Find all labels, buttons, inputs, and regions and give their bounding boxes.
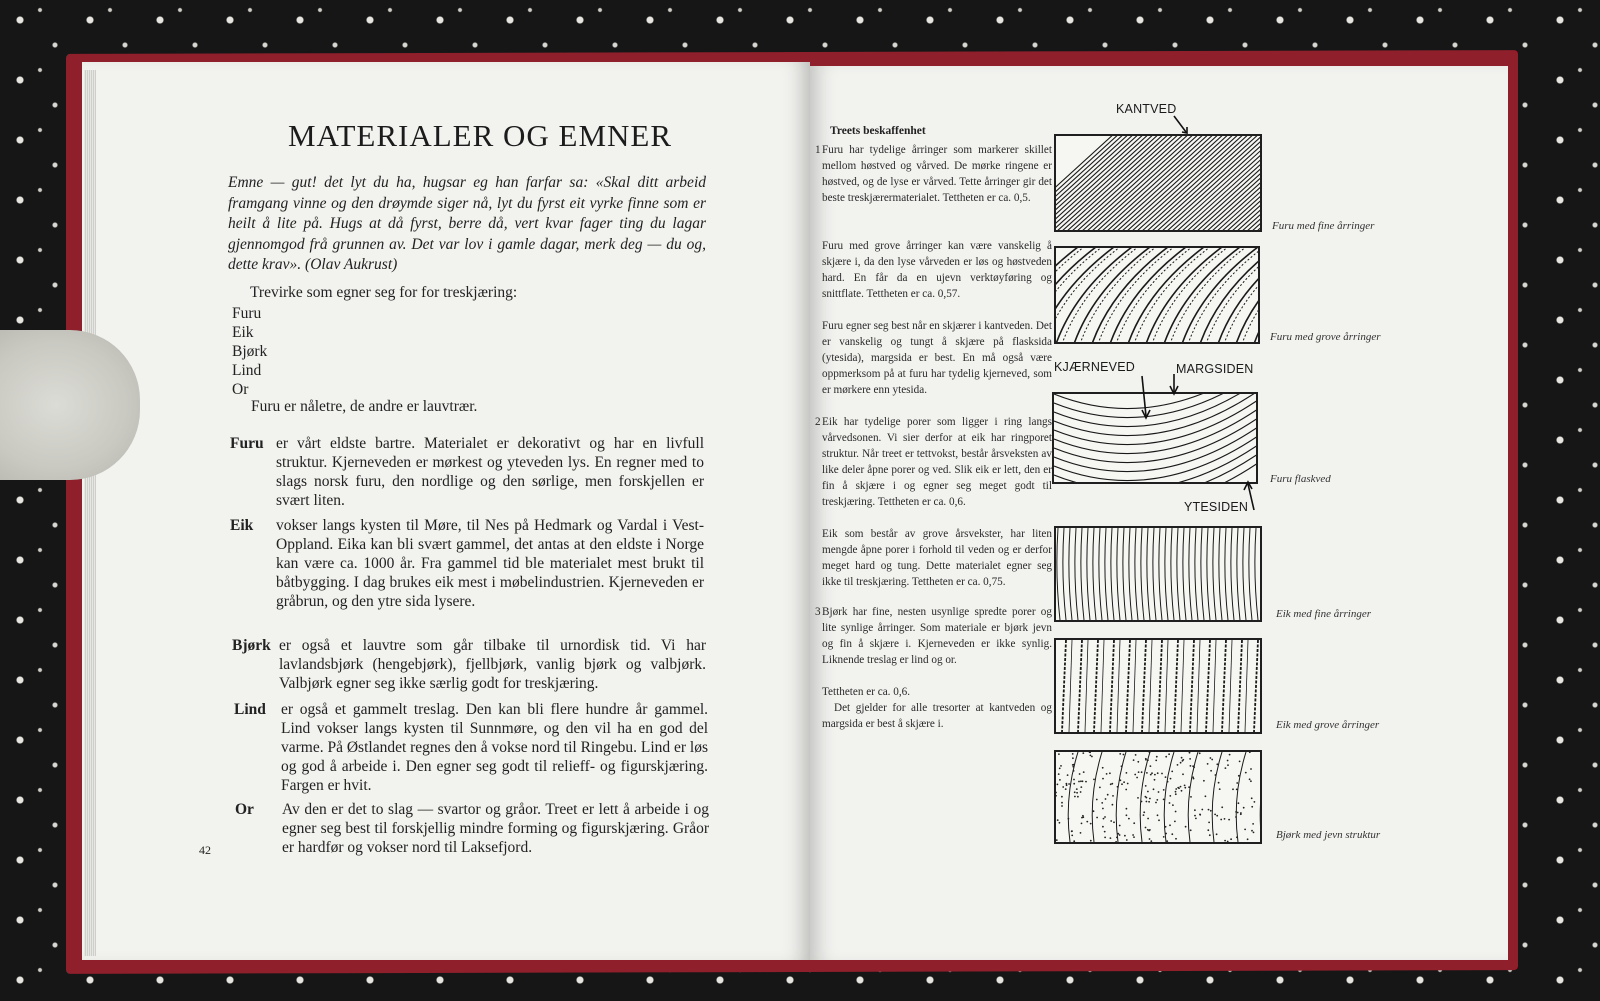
paragraph: [822, 318, 1052, 398]
thumb: [0, 330, 140, 480]
paragraph-number: 3: [815, 606, 821, 618]
label-margsiden: MARGSIDEN: [1176, 362, 1254, 376]
label-kjerneved: KJÆRNEVED: [1054, 360, 1135, 374]
page-edges: [84, 70, 96, 956]
entry-text: Av den er det to slag — svartor og gråor. Treet er lett å arbeide i og egner seg best til forskjellig mindre forming og figurskjæring. Gråor er hardfør og vokser nord til Laksefjord.: [282, 801, 709, 856]
caption: Furu flaskved: [1270, 473, 1331, 485]
panel-furu-fine: [1054, 134, 1262, 232]
entry-text: er også et gammelt treslag. Den kan bli flere hundre år gammel. Lind vokser langs kysten til Sunnmøre, og den vil ha en god del varme. På Østlandet regnes den å vokse nord til Ringebu. Lind er løs og god å arbeide i. Den egner seg godt til relieff- og figurskjæring. Fargen er hvit.: [281, 701, 709, 794]
list-item: Eik: [232, 324, 254, 341]
entry-term: Lind: [234, 701, 266, 718]
label-ytesiden: YTESIDEN: [1184, 500, 1249, 514]
arrow-icon: [1170, 114, 1194, 136]
list-item: Or: [232, 381, 249, 398]
paragraph: [815, 142, 1052, 206]
entry-term: Or: [235, 801, 254, 818]
section-heading: Treets beskaffenhet: [830, 125, 926, 137]
paragraph: [815, 414, 1052, 510]
intro-quote: Emne — gut! det lyt du ha, hugsar eg han farfar sa: «Skal ditt arbeid framgang vinne og den drøymde siger nå, lyt du fyrst eit vyrke finne som er heilt å lite på. Hugs at då fyrst, berre då, vert kvar fager ting du lagar gjennomgod frå grunnen av. Det var lov i gamle dagar, merk deg — du og, dette krav». (Olav Aukrust): [228, 174, 706, 273]
caption: Furu med fine årringer: [1272, 220, 1375, 232]
panel-bjork: [1054, 750, 1262, 844]
paragraph: [822, 526, 1052, 590]
paragraph: [822, 238, 1052, 302]
paragraph-text: Eik har tydelige porer som ligger i ring langs vårvedsonen. Vi sier derfor at eik har ringporet struktur. Når treet er tettvokst, består årsveksten av like deler åpne porer og ved. Slik eik er lett, den er fin å skjære i og egner seg meget godt til treskjæring. Tettheten er ca. 0,6.: [822, 416, 1052, 508]
paragraph: [815, 604, 1052, 668]
list-item: Furu: [232, 305, 262, 322]
wood-note: Furu er nåletre, de andre er lauvtrær.: [251, 398, 478, 415]
entry-text: vokser langs kysten til Møre, til Nes på Hedmark og Vardal i Vest-Oppland. Eika kan bli svært gammel, det antas at den eldste i Norge kan være ca. 1000 år. Fra gammel tid ble materialet mest brukt til båtbygging. I dag brukes eik mest i møbelindustrien. Kjerneveden er gråbrun, og den ytre sida lysere.: [276, 517, 704, 610]
panel-eik-grove: [1054, 638, 1262, 734]
caption: Furu med grove årringer: [1270, 331, 1381, 343]
paragraph-text: Det gjelder for alle tresorter at kantveden og margsida er best å skjære i.: [822, 702, 1052, 730]
caption: Bjørk med jevn struktur: [1276, 829, 1381, 841]
paragraph-text: Furu med grove årringer kan være vanskelig å skjære i, da den lyse vårveden er løs og høstveden hard. En får da en ujevn verktøyføring og snittflate. Tettheten er ca. 0,57.: [822, 240, 1052, 300]
paragraph-text: Bjørk har fine, nesten usynlige spredte porer og lite synlige årringer. Som materiale er bjørk jevn og fin å skjære i. Kjerneveden er ikke synlig. Liknende treslag er lind og or.: [822, 606, 1052, 666]
paragraph-text: Furu egner seg best når en skjærer i kantveden. Det er vanskelig og tungt å skjære på flasksida (ytesida), margsida er best. En må også være oppmerksom på at furu har tydelig kjerneved, som er mørkere enn ytesida.: [822, 320, 1052, 396]
label-kantved: KANTVED: [1116, 102, 1177, 116]
list-item: Bjørk: [232, 343, 268, 360]
caption: Eik med fine årringer: [1276, 608, 1372, 620]
arrows-icon: [1134, 372, 1194, 422]
entry-text: er også et lauvtre som går tilbake til urnordisk tid. Vi har lavlandsbjørk (hengebjørk), fjellbjørk, vanlig bjørk og valbjørk. Valbjørk egner seg ikke særlig godt for treskjæring.: [279, 637, 706, 692]
caption: Eik med grove årringer: [1276, 719, 1380, 731]
wood-list: [232, 304, 267, 399]
paragraph-number: 1: [815, 144, 821, 156]
page-title: MATERIALER OG EMNER: [287, 118, 673, 153]
panel-furu-grove: [1054, 246, 1260, 344]
entry-term: Furu: [230, 435, 264, 452]
paragraph-text: Eik som består av grove årsvekster, har liten mengde åpne porer i forhold til veden og er derfor meget hard og tung. Dette materialet egner seg ikke til treskjæring. Tettheten er ca. 0,75.: [822, 528, 1052, 588]
wood-list-lead: Trevirke som egner seg for for treskjæring:: [250, 284, 518, 301]
entry-text: er vårt eldste bartre. Materialet er dekorativt og har en livfull struktur. Kjerneveden er mørkest og yteveden lys. En regner med to slags norsk furu, den nordlige og den sørlige, men forskjellen er svært liten.: [276, 435, 704, 509]
entry-term: Eik: [230, 517, 254, 534]
panel-eik-fine: [1054, 526, 1262, 622]
paragraph-text: Furu har tydelige årringer som markerer skillet mellom høstved og vårved. De mørke ringene er høstved, og de lyse er vårved. Tette årringer gir det beste treskjærermaterialet. Tettheten er ca. 0,5.: [822, 144, 1052, 204]
paragraph: [822, 700, 1052, 732]
arrow-icon: [1242, 480, 1262, 512]
paragraph: [822, 684, 1052, 700]
paragraph-text: Tettheten er ca. 0,6.: [822, 686, 911, 698]
page-number: 42: [199, 843, 211, 857]
paragraph-number: 2: [815, 416, 821, 428]
entry-term: Bjørk: [232, 637, 271, 654]
list-item: Lind: [232, 362, 262, 379]
